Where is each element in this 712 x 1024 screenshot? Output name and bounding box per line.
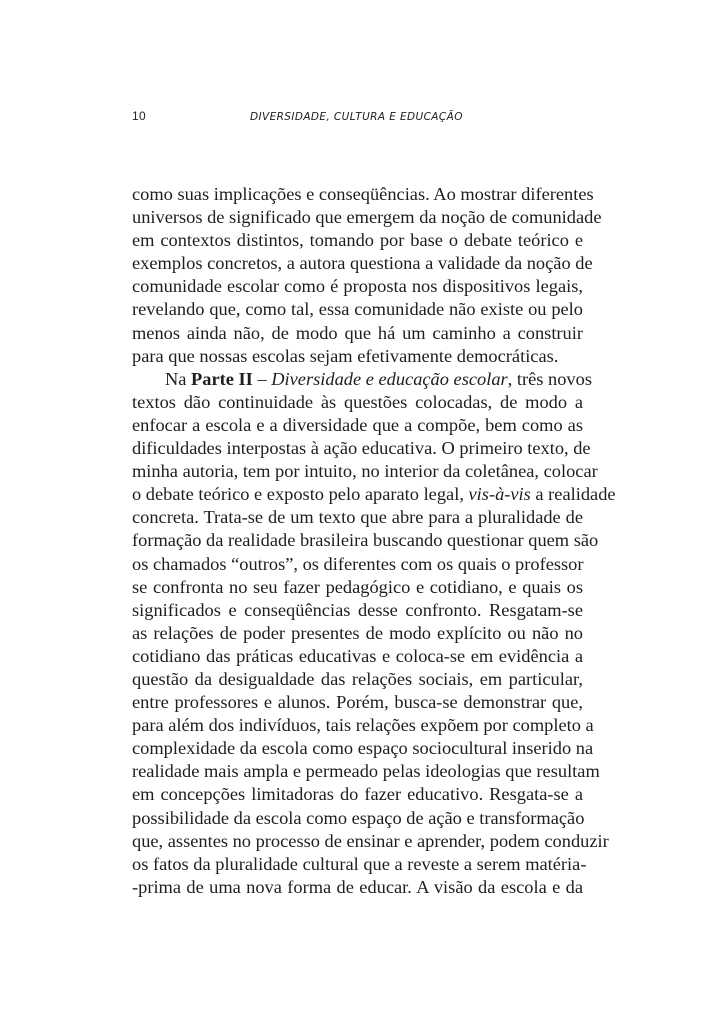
text-line [132,483,616,506]
body-text [132,183,616,899]
text-line: para além dos indivíduos, tais relações expõem por completo a [132,715,594,736]
text-line: cotidiano das práticas educativas e coloca-se em evidência a [132,645,583,666]
part-label: Parte II [191,368,253,389]
text-line: revelando que, como tal, essa comunidade não existe ou pelo [132,299,583,320]
text-line: que, assentes no processo de ensinar e aprender, podem conduzir [132,830,609,851]
text-line: -prima de uma nova forma de educar. A visão da escola e da [132,876,583,897]
paragraph-opening-line [132,368,592,391]
text-line: os chamados “outros”, os diferentes com os quais o professor [132,553,584,574]
text-line: as relações de poder presentes de modo explícito ou não no [132,622,583,643]
text-line: realidade mais ampla e permeado pelas ideologias que resultam [132,761,600,782]
text-run: – [252,368,272,389]
text-run: , três novos [507,368,592,389]
text-line: se confronta no seu fazer pedagógico e cotidiano, e quais os [132,576,583,597]
page-number: 10 [132,109,146,123]
text-line: universos de significado que emergem da noção de comunidade [132,207,602,228]
text-line: exemplos concretos, a autora questiona a validade da noção de [132,253,593,274]
part-title: Diversidade e educação escolar [271,368,508,389]
text-line: complexidade da escola como espaço sociocultural inserido na [132,738,594,759]
text-line: em concepções limitadoras do fazer educativo. Resgata-se a [132,784,583,805]
text-run: a realidade [530,484,616,505]
text-line: significados e conseqüências desse confronto. Resgatam-se [132,599,583,620]
text-run: o debate teórico e exposto pelo aparato legal, [132,484,469,505]
text-line: minha autoria, tem por intuito, no interior da coletânea, colocar [132,461,598,482]
text-line: comunidade escolar como é proposta nos dispositivos legais, [132,276,583,297]
text-line: formação da realidade brasileira buscando questionar quem são [132,530,599,551]
text-line: para que nossas escolas sejam efetivamente democráticas. [132,345,559,366]
text-line: enfocar a escola e a diversidade que a compõe, bem como as [132,414,583,435]
text-line: em contextos distintos, tomando por base o debate teórico e [132,230,583,251]
italic-term: vis-à-vis [468,484,531,505]
text-line: dificuldades interpostas à ação educativa. O primeiro texto, de [132,438,591,459]
text-line: questão da desigualdade das relações sociais, em particular, [132,668,583,689]
text-line: como suas implicações e conseqüências. Ao mostrar diferentes [132,184,594,204]
text-line: os fatos da pluralidade cultural que a reveste a serem matéria- [132,853,587,874]
text-run: Na [165,368,192,389]
running-head: DIVERSIDADE, CULTURA E EDUCAÇÃO [250,111,463,123]
text-line: concreta. Trata-se de um texto que abre para a pluralidade de [132,507,583,528]
text-line: textos dão continuidade às questões colocadas, de modo a [132,391,583,412]
text-line: menos ainda não, de modo que há um caminho a construir [132,322,583,343]
text-line: possibilidade da escola como espaço de ação e transformação [132,807,585,828]
text-line: entre professores e alunos. Porém, busca-se demonstrar que, [132,692,583,713]
